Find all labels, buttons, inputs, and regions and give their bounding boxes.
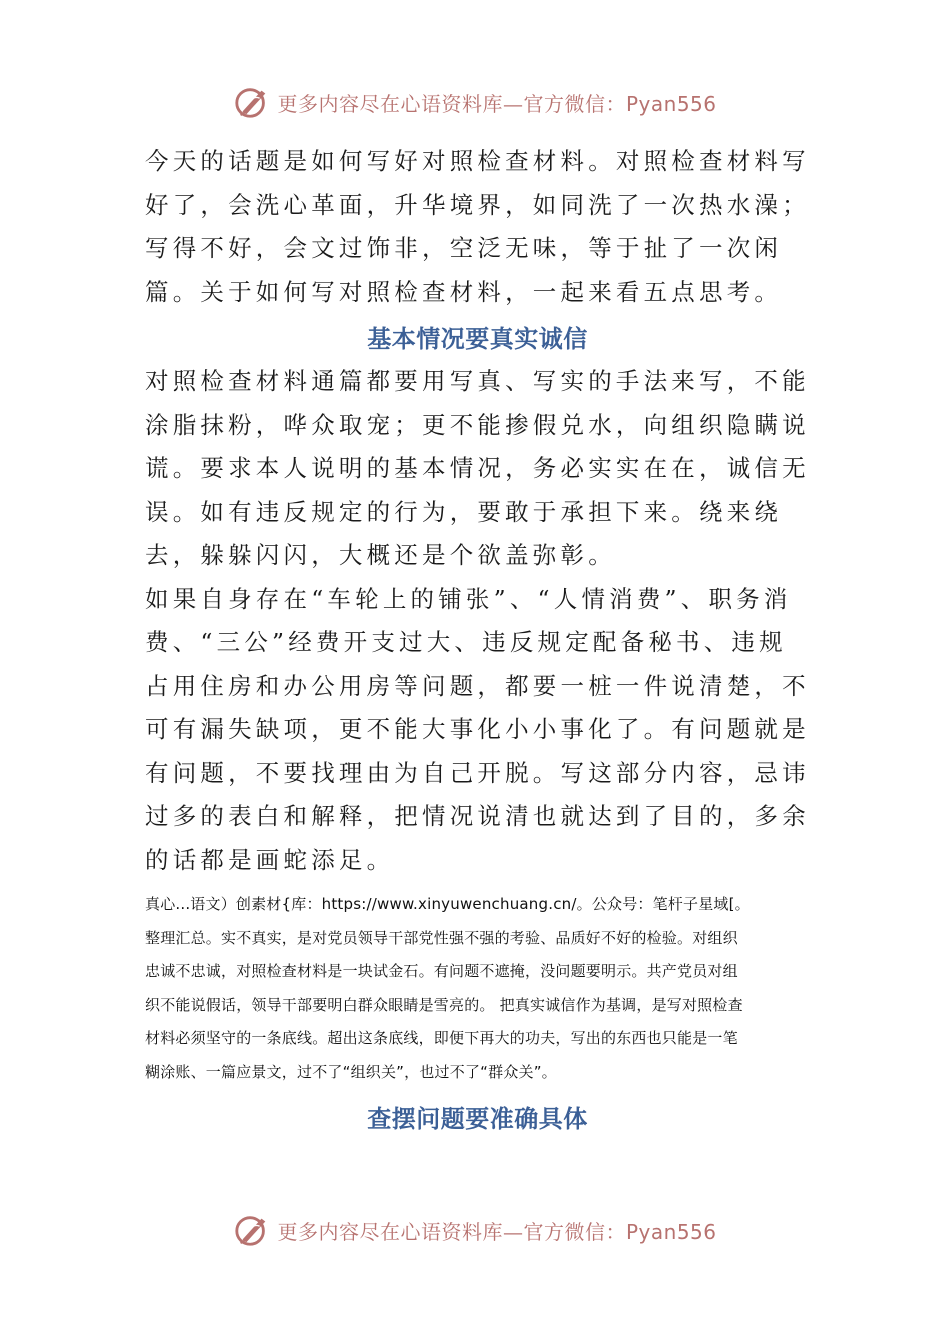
section-heading-1: 基本情况要真实诚信 <box>367 324 588 353</box>
small-text-line: 忠诚不忠诚，对照检查材料是一块试金石。有问题不遮掩，没问题要明示。共产党员对组 <box>145 962 738 980</box>
section1-paragraph-1: 对照检查材料通篇都要用写真、写实的手法来写，不能涂脂抹粉，哗众取宠；更不能掺假兑水，向组织隐瞒说谎。要求本人说明的基本情况，务必实实在在，诚信无误。如有违反规定的行为，要敢于承担下来。绕来绕去，躲躲闪闪，大概还是个欲盖弥彰。 <box>145 367 810 569</box>
banner-text: 更多内容尽在心语资料库—官方微信：Pyan556 <box>277 91 717 116</box>
small-text-line: 真心...语文）创素材{库：https://www.xinyuwenchuang.cn/。公众号：笔杆子星域[。 <box>145 895 750 913</box>
banner-text: 更多内容尽在心语资料库—官方微信：Pyan556 <box>277 1219 717 1244</box>
pen-circle-logo-icon <box>233 1211 271 1249</box>
small-text-line: 织不能说假话，领导干部要明白群众眼睛是雪亮的。 把真实诚信作为基调，是写对照检查 <box>145 995 743 1014</box>
section-heading-2: 查摆问题要准确具体 <box>367 1104 588 1133</box>
header-banner <box>0 82 950 122</box>
banner-wechat-id: Pyan556 <box>625 1219 717 1244</box>
pen-circle-logo-icon <box>233 83 271 121</box>
banner-wechat-id: Pyan556 <box>625 91 717 116</box>
small-text-line: 材料必须坚守的一条底线。超出这条底线，即便下再大的功夫，写出的东西也只能是一笔 <box>145 1029 738 1047</box>
small-text-line: 糊涂账、一篇应景文，过不了“组织关”，也过不了“群众关”。 <box>145 1062 557 1081</box>
section1-paragraph-2: 如果自身存在“车轮上的铺张”、“人情消费”、职务消费、“三公”经费开支过大、违反规定配备秘书、违规占用住房和办公用房等问题，都要一桩一件说清楚，不可有漏失缺项，更不能大事化小小事化了。有问题就是有问题，不要找理由为自己开脱。写这部分内容，忌讳过多的表白和解释，把情况说清也就达到了目的，多余的话都是画蛇添足。 <box>145 584 810 874</box>
small-text-line: 整理汇总。实不真实，是对党员领导干部党性强不强的考验、品质好不好的检验。对组织 <box>145 928 738 947</box>
intro-paragraph: 今天的话题是如何写好对照检查材料。对照检查材料写好了，会洗心革面，升华境界，如同洗了一次热水澡；写得不好，会文过饰非，空泛无味，等于扯了一次闲篇。关于如何写对照检查材料，一起来看五点思考。 <box>145 147 810 306</box>
document-body <box>145 140 810 1141</box>
footer-banner <box>0 1210 950 1250</box>
